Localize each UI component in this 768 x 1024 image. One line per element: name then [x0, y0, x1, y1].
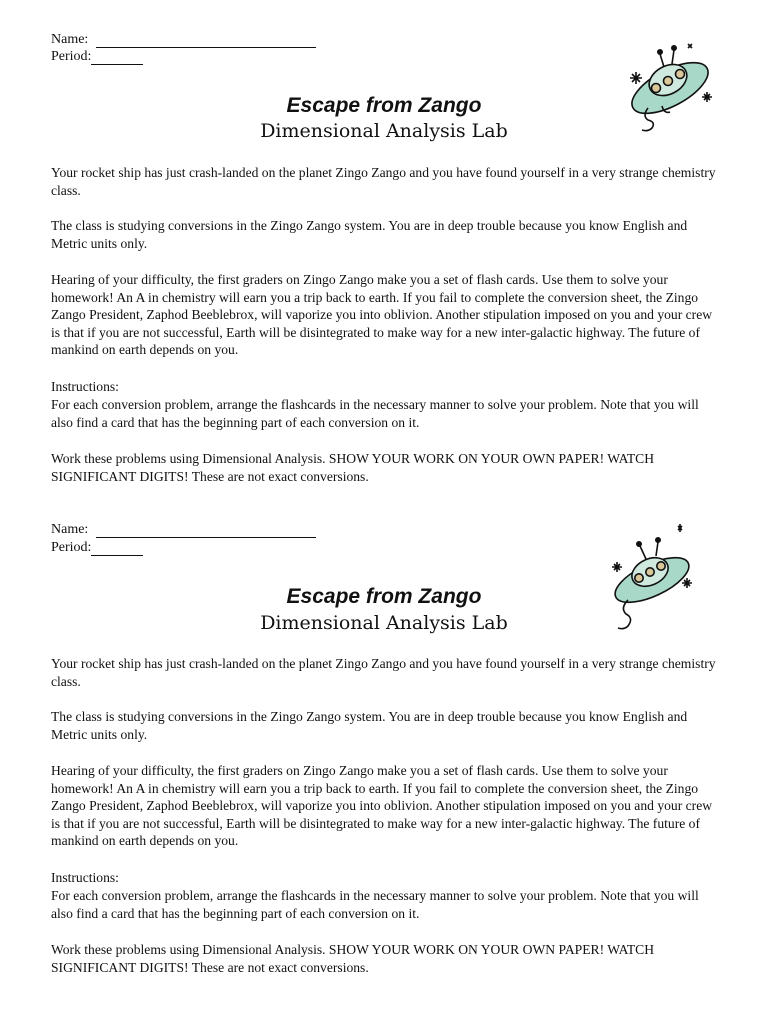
intro-paragraph: Your rocket ship has just crash-landed on the planet Zingo Zango and you have found yourself in a very strange chemistry class. [51, 656, 716, 689]
intro-paragraph: Your rocket ship has just crash-landed on the planet Zingo Zango and you have found yourself in a very strange chemistry class. [51, 165, 716, 198]
period-field [51, 48, 143, 65]
instructions-heading: Instructions: [51, 379, 119, 394]
work-note-paragraph: Work these problems using Dimensional Analysis. SHOW YOUR WORK ON YOUR OWN PAPER! WATCH SIGNIFICANT DIGITS! These are not exact conversions. [51, 942, 655, 975]
period-blank-line[interactable] [91, 540, 143, 556]
period-field [51, 539, 143, 556]
instructions-heading: Instructions: [51, 870, 119, 885]
name-blank-line[interactable] [96, 522, 316, 538]
instructions-paragraph: For each conversion problem, arrange the flashcards in the necessary manner to solve your problem. Note that you will also find a card that has the beginning part of each conversion on it. [51, 888, 699, 921]
worksheet-title: Escape from Zango [286, 94, 482, 117]
period-label: Period: [51, 49, 92, 64]
worksheet-2 [0, 500, 768, 1024]
name-blank-line[interactable] [96, 32, 316, 48]
period-blank-line[interactable] [91, 49, 143, 65]
name-label: Name: [51, 522, 89, 537]
story-paragraph: Hearing of your difficulty, the first graders on Zingo Zango make you a set of flash cards. Use them to solve your homework! An A in chemistry will earn you a trip back to earth. If you fail to complete the conversion sheet, the Zingo Zango President, Zaphod Beeblebrox, will vaporize you into oblivion. Another stipulation imposed on you and your crew is that if you are not successful, Earth will be disintegrated to make way for a new inter-galactic highway. The future of mankind on earth depends on you. [51, 272, 713, 358]
instructions-paragraph: For each conversion problem, arrange the flashcards in the necessary manner to solve your problem. Note that you will also find a card that has the beginning part of each conversion on it. [51, 397, 699, 430]
name-field [51, 521, 316, 538]
context-paragraph: The class is studying conversions in the Zingo Zango system. You are in deep trouble because you know English and Metric units only. [51, 709, 688, 742]
period-label: Period: [51, 540, 92, 555]
worksheet-1 [0, 0, 768, 500]
name-field [51, 31, 316, 48]
worksheet-subtitle: Dimensional Analysis Lab [260, 120, 508, 142]
work-note-paragraph: Work these problems using Dimensional Analysis. SHOW YOUR WORK ON YOUR OWN PAPER! WATCH SIGNIFICANT DIGITS! These are not exact conversions. [51, 451, 655, 484]
story-paragraph: Hearing of your difficulty, the first graders on Zingo Zango make you a set of flash cards. Use them to solve your homework! An A in chemistry will earn you a trip back to earth. If you fail to complete the conversion sheet, the Zingo Zango President, Zaphod Beeblebrox, will vaporize you into oblivion. Another stipulation imposed on you and your crew is that if you are not successful, Earth will be disintegrated to make way for a new inter-galactic highway. The future of mankind on earth depends on you. [51, 763, 713, 849]
worksheet-subtitle: Dimensional Analysis Lab [260, 612, 508, 634]
context-paragraph: The class is studying conversions in the Zingo Zango system. You are in deep trouble because you know English and Metric units only. [51, 218, 688, 251]
worksheet-title: Escape from Zango [286, 585, 482, 608]
name-label: Name: [51, 32, 89, 47]
